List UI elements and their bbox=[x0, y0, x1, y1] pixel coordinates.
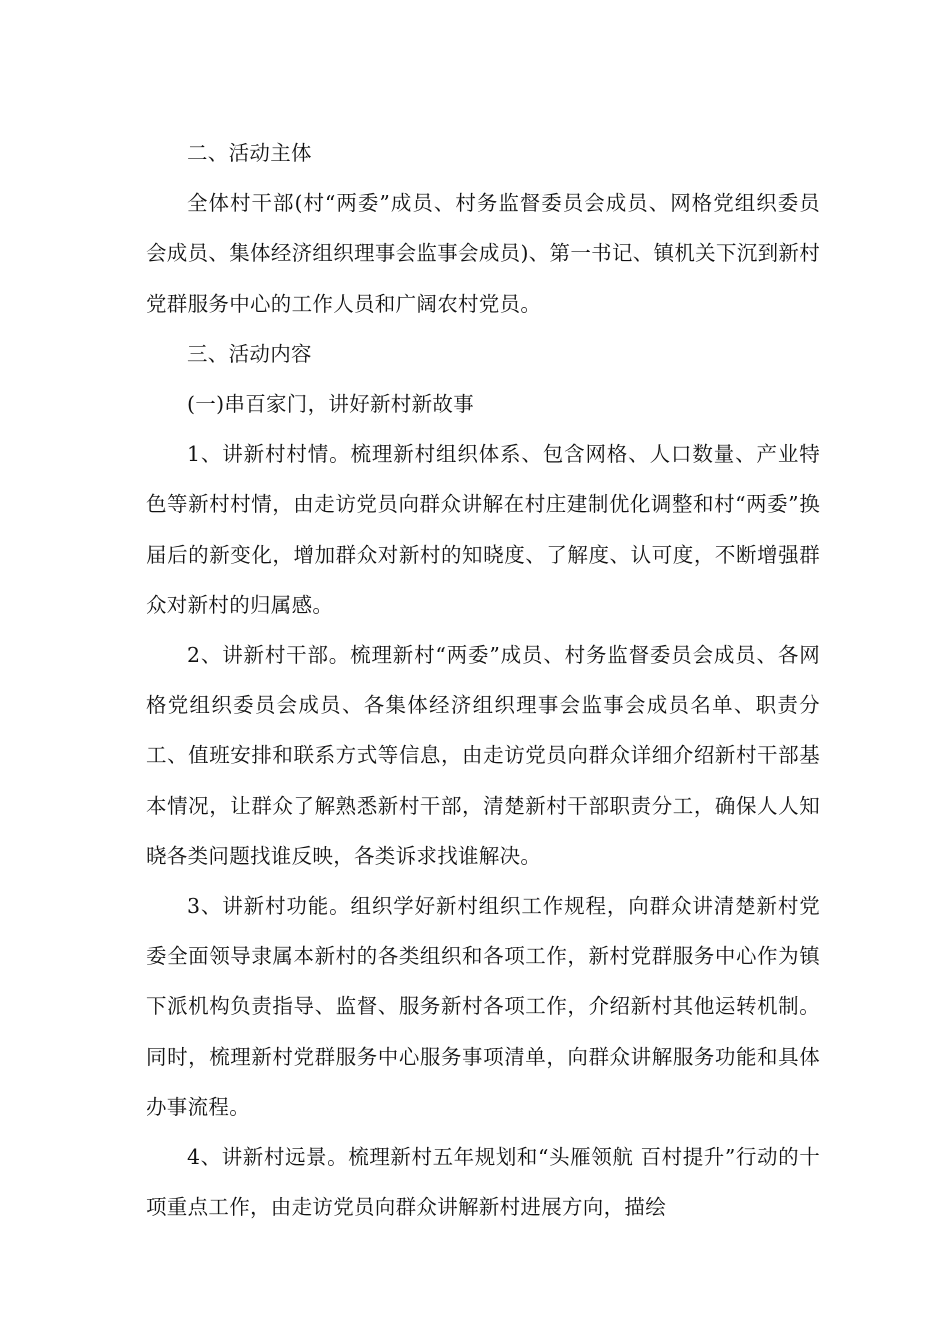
section-heading-activity-content: 三、活动内容 bbox=[187, 341, 312, 366]
paragraph-item-2-village-cadres: 2、讲新村干部。梳理新村“两委”成员、村务监督委员会成员、各网格党组织委员会成员、各集体经济组织理事会监事会成员名单、职责分工、值班安排和联系方式等信息，由走访党员向群众详细介绍新村干部基本情况，让群众了解熟悉新村干部，清楚新村干部职责分工，确保人人知晓各类问题找谁反映，各类诉求找谁解决。 bbox=[146, 643, 820, 868]
subsection-heading-visit-households: (一)串百家门，讲好新村新故事 bbox=[187, 392, 474, 417]
document-body bbox=[146, 128, 820, 1232]
paragraph-participants: 全体村干部(村“两委”成员、村务监督委员会成员、网格党组织委员会成员、集体经济组织理事会监事会成员)、第一书记、镇机关下沉到新村党群服务中心的工作人员和广阔农村党员。 bbox=[146, 191, 820, 316]
paragraph-item-4-village-vision: 4、讲新村远景。梳理新村五年规划和“头雁领航 百村提升”行动的十项重点工作，由走访党员向群众讲解新村进展方向，描绘 bbox=[146, 1145, 820, 1220]
paragraph-item-1-village-situation: 1、讲新村村情。梳理新村组织体系、包含网格、人口数量、产业特色等新村村情，由走访党员向群众讲解在村庄建制优化调整和村“两委”换届后的新变化，增加群众对新村的知晓度、了解度、认可度，不断增强群众对新村的归属感。 bbox=[146, 442, 820, 617]
section-heading-activity-subject: 二、活动主体 bbox=[187, 141, 312, 165]
paragraph-item-3-village-functions: 3、讲新村功能。组织学好新村组织工作规程，向群众讲清楚新村党委全面领导隶属本新村的各类组织和各项工作，新村党群服务中心作为镇下派机构负责指导、监督、服务新村各项工作，介绍新村其他运转机制。同时，梳理新村党群服务中心服务事项清单，向群众讲解服务功能和具体办事流程。 bbox=[146, 894, 820, 1119]
